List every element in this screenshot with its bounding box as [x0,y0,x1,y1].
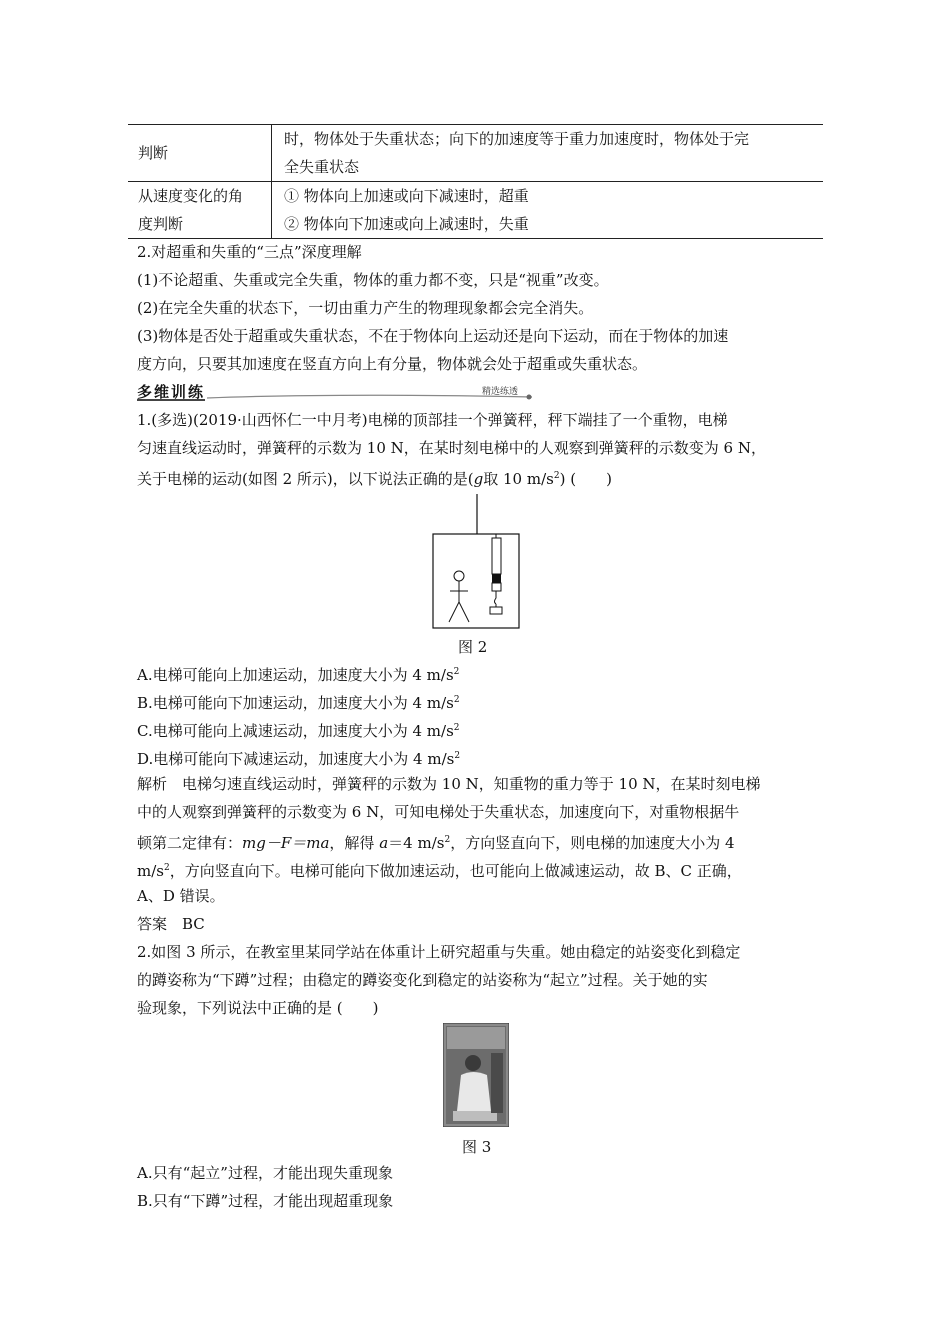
banner-title: 多维训练 [137,383,206,401]
analysis-line: A、D 错误。 [137,887,225,905]
question-line: 的蹲姿称为“下蹲”过程；由稳定的蹲姿变化到稳定的站姿称为“起立”过程。关于她的实 [137,971,708,989]
option-b: B.只有“下蹲”过程，才能出现超重现象 [137,1192,394,1210]
paragraph: 度方向，只要其加速度在竖直方向上有分量，物体就会处于超重或失重状态。 [137,355,648,373]
option-d: D.电梯可能向下减速运动，加速度大小为 4 $m/s^2$ [137,750,461,768]
analysis-line: $m/s^2$，方向竖直向下。电梯可能向下做加速运动，也可能向上做减速运动，故 B、C 正确， [137,862,742,880]
table-cell [128,182,272,239]
table-row [128,182,823,239]
analysis-line: 中的人观察到弹簧秤的示数变为 6 N，可知电梯处于失重状态，加速度向下，对重物根据牛 [137,803,740,821]
cell-line: 时，物体处于失重状态；向下的加速度等于重力加速度时，物体处于完 [284,130,750,148]
cell-line: ① 物体向上加速或向下减速时，超重 [284,187,529,205]
analysis-line: 解析 电梯匀速直线运动时，弹簧秤的示数为 10 N，知重物的重力等于 10 N，在某时刻电梯 [137,775,761,793]
option-c: C.电梯可能向上减速运动，加速度大小为 4 $m/s^2$ [137,722,460,740]
banner-subtitle: 精选练透 [482,387,519,397]
paragraph: (2)在完全失重的状态下，一切由重力产生的物理现象都会完全消失。 [137,299,594,317]
question-line: 匀速直线运动时，弹簧秤的示数为 10 N，在某时刻电梯中的人观察到弹簧秤的示数变为 6 N， [137,439,766,457]
section-banner [137,381,537,405]
cell-line: 度判断 [138,215,184,233]
table-cell [272,125,824,182]
question-line: 关于电梯的运动(如图 2 所示)，以下说法正确的是(g取 10 $m/s^2$) ( ) [137,470,612,488]
analysis-line: 顿第二定律有：mg－F＝ma，解得 a＝4 $m/s^2$，方向竖直向下，则电梯的加速度大小为 4 [137,834,735,852]
photo-figure [443,1023,509,1127]
comparison-table [128,124,823,239]
section-title: 2.对超重和失重的“三点”深度理解 [137,243,362,261]
question-line: 验现象，下列说法中正确的是 ( ) [137,999,379,1017]
table-row [128,125,823,182]
elevator-figure [432,494,522,630]
paragraph: (3)物体是否处于超重或失重状态，不在于物体向上运动还是向下运动，而在于物体的加速 [137,327,729,345]
option-a: A.只有“起立”过程，才能出现失重现象 [137,1164,393,1182]
option-a: A.电梯可能向上加速运动，加速度大小为 4 $m/s^2$ [137,666,460,684]
cell-line: 全失重状态 [284,158,360,176]
cell-line: ② 物体向下加速或向上减速时，失重 [284,215,529,233]
table-cell: 判断 [128,125,272,182]
figure-caption: 图 2 [458,638,488,656]
question-line: 2.如图 3 所示，在教室里某同学站在体重计上研究超重与失重。她由稳定的站姿变化到稳定 [137,943,741,961]
figure-caption: 图 3 [462,1138,492,1156]
question-line: 1.(多选)(2019·山西怀仁一中月考)电梯的顶部挂一个弹簧秤，秤下端挂了一个重物，电梯 [137,411,728,429]
table-cell [272,182,824,239]
option-b: B.电梯可能向下加速运动，加速度大小为 4 $m/s^2$ [137,694,460,712]
paragraph: (1)不论超重、失重或完全失重，物体的重力都不变，只是“视重”改变。 [137,271,609,289]
cell-line: 从速度变化的角 [138,187,244,205]
answer-line: 答案 BC [137,915,205,933]
